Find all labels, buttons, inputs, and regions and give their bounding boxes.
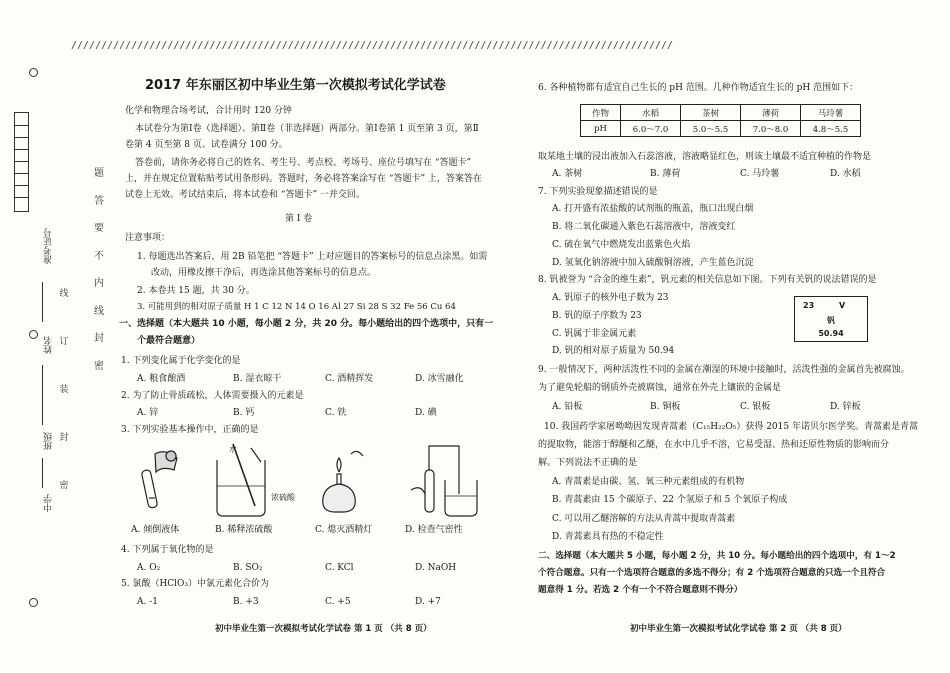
seal-char: 答 bbox=[94, 195, 104, 207]
question-6-option: A. 茶树 bbox=[552, 169, 583, 179]
question-1-option: D. 冰雪融化 bbox=[415, 374, 464, 384]
question-1-option: B. 湿衣晾干 bbox=[233, 374, 282, 384]
exam-title: 2017 年东丽区初中毕业生第一次模拟考试化学试卷 bbox=[145, 78, 446, 93]
exam-number-box bbox=[14, 112, 29, 212]
seal-char: 线 bbox=[94, 305, 104, 317]
seal-char: 装 bbox=[59, 385, 69, 395]
name-line bbox=[42, 365, 43, 425]
table-cell: 6.0～7.0 bbox=[621, 121, 681, 137]
part2-heading: 题意得 1 分。若选 2 个有一个不符合题意则不得分） bbox=[538, 585, 743, 595]
ph-range-table bbox=[580, 104, 861, 137]
part1-heading: 个最符合题意） bbox=[137, 336, 201, 346]
seal-warning-text bbox=[93, 160, 105, 380]
table-cell: 4.8～5.5 bbox=[801, 121, 861, 137]
binding-hole bbox=[29, 598, 38, 607]
question-9-text: 为了避免轮船的钢质外壳被腐蚀，通常在外壳上镶嵌的金属是 bbox=[538, 383, 782, 393]
question-9-option: C. 银板 bbox=[740, 402, 771, 412]
question-2-option: C. 铁 bbox=[325, 408, 347, 418]
question-10-text: 10. 我国药学家屠呦呦因发现青蒿素（C₁₅H₂₂O₅）获得 2015 年诺贝尔医学奖。青蒿素是青蒿 bbox=[544, 422, 918, 432]
seal-side-text bbox=[58, 270, 70, 510]
seal-char: 要 bbox=[94, 223, 104, 234]
seal-char: 封 bbox=[94, 333, 104, 344]
exam-number-line bbox=[42, 282, 43, 322]
part1-heading: 一、选择题（本大题共 10 小题，每小题 2 分，共 20 分。每小题给出的四个选项中，只有一 bbox=[119, 319, 494, 329]
table-cell: 7.0～8.0 bbox=[741, 121, 801, 137]
diluting-acid-figure bbox=[217, 444, 265, 516]
seal-char: 题 bbox=[94, 168, 104, 179]
question-5-stem: 5. 氯酸（HClO₃）中氯元素化合价为 bbox=[121, 579, 270, 589]
question-7-stem: 7. 下列实验现象描述错误的是 bbox=[538, 187, 658, 197]
intro-line: 化学和物理合场考试，合计用时 120 分钟 bbox=[125, 106, 292, 116]
part2-heading: 个符合题意。只有一个选项符合题意的多选不得分；有 2 个选项符合题意的只选一个且符合 bbox=[538, 568, 886, 578]
question-2-option: B. 钙 bbox=[233, 408, 255, 418]
table-row bbox=[581, 121, 861, 137]
table-header-cell: 马玲薯 bbox=[801, 105, 861, 121]
seal-char: 封 bbox=[59, 433, 69, 443]
question-9-option: D. 锌板 bbox=[830, 402, 861, 412]
question-8-option: B. 钒的原子序数为 23 bbox=[552, 311, 642, 321]
class-line bbox=[42, 458, 43, 488]
note-line: 1. 每题选出答案后，用 2B 铅笔把 “答题卡” 上对应题目的答案标号的信息点涂黑。如需 bbox=[137, 252, 488, 262]
note-line: 2. 本卷共 15 题，共 30 分。 bbox=[137, 286, 255, 296]
question-5-option: B. +3 bbox=[233, 597, 259, 607]
question-1-stem: 1. 下列变化属于化学变化的是 bbox=[121, 356, 241, 366]
question-7-option: C. 硫在氧气中燃烧发出蓝紫色火焰 bbox=[552, 240, 691, 250]
part2-heading: 二、选择题（本大题共 5 小题，每小题 2 分，共 10 分。每小题给出的四个选项中，有 1～2 bbox=[538, 551, 896, 561]
seal-char: 线 bbox=[59, 289, 69, 299]
table-cell: 5.0～5.5 bbox=[681, 121, 741, 137]
question-10-option: D. 青蒿素具有热的不稳定性 bbox=[552, 532, 664, 542]
table-header-cell: 作物 bbox=[581, 105, 621, 121]
intro-line: 卷第 4 页至第 8 页。试卷满分 100 分。 bbox=[125, 140, 288, 150]
vanadium-element-card bbox=[794, 296, 868, 342]
question-8-option: A. 钒原子的核外电子数为 23 bbox=[552, 293, 669, 303]
question-6-option: D. 水稻 bbox=[830, 169, 861, 179]
question-5-option: A. -1 bbox=[137, 597, 158, 607]
intro-line: 试卷上无效。考试结束后，将本试卷和 “答题卡” 一并交回。 bbox=[125, 190, 365, 200]
page-2-footer: 初中毕业生第一次模拟考试化学试卷 第 2 页 （共 8 页） bbox=[630, 624, 847, 634]
question-7-option: A. 打开盛有浓盐酸的试剂瓶的瓶盖，瓶口出现白烟 bbox=[552, 204, 754, 214]
question-4-stem: 4. 下列属于氧化物的是 bbox=[121, 545, 214, 555]
notes-title: 注意事项： bbox=[125, 233, 171, 243]
question-7-option: D. 氢氧化钠溶液中加入硫酸铜溶液，产生蓝色沉淀 bbox=[552, 258, 754, 268]
question-7-option: B. 将二氧化碳通入紫色石蕊溶液中，溶液变红 bbox=[552, 222, 736, 232]
question-6-stem: 6. 各种植物都有适宜自己生长的 pH 范围。几种作物适宜生长的 pH 范围如下： bbox=[538, 83, 859, 93]
table-cell: pH bbox=[581, 121, 621, 137]
question-1-option: A. 粮食酿酒 bbox=[137, 374, 186, 384]
table-header-row bbox=[581, 105, 861, 121]
question-5-option: C. +5 bbox=[325, 597, 351, 607]
question-10-option: A. 青蒿素是由碳、氢、氧三种元素组成的有机物 bbox=[552, 477, 745, 487]
table-header-cell: 水稻 bbox=[621, 105, 681, 121]
question-3-stem: 3. 下列实验基本操作中，正确的是 bbox=[121, 425, 259, 435]
page-1 bbox=[115, 0, 515, 673]
binding-hole bbox=[29, 330, 38, 339]
airtightness-figure bbox=[411, 446, 477, 516]
page-1-footer: 初中毕业生第一次模拟考试化学试卷 第 1 页 （共 8 页） bbox=[215, 624, 432, 634]
lab-operations-figure bbox=[125, 440, 505, 518]
question-4-option: C. KCl bbox=[325, 563, 354, 573]
question-2-option: A. 锌 bbox=[137, 408, 159, 418]
question-5-option: D. +7 bbox=[415, 597, 441, 607]
seal-char: 订 bbox=[59, 337, 69, 347]
intro-line: 本试卷分为第Ⅰ卷（选择题）、第Ⅱ卷（非选择题）两部分。第Ⅰ卷第 1 页至第 3 页，第Ⅱ bbox=[135, 124, 479, 134]
water-label: 水 bbox=[229, 445, 237, 454]
question-10-text: 的提取物，能溶于醇醚和乙醚，在水中几乎不溶，它易受湿、热和还原性物质的影响而分 bbox=[538, 440, 890, 450]
question-3-option: D. 检查气密性 bbox=[405, 525, 463, 535]
question-8-option: C. 钒属于非金属元素 bbox=[552, 329, 637, 339]
question-2-stem: 2. 为了防止骨质疏松，人体需要摄入的元素是 bbox=[121, 391, 304, 401]
name-label: 姓名 bbox=[44, 336, 54, 354]
tear-line: //////////////////////////////////////////////////////////////////////////////////////////////////// bbox=[71, 40, 674, 51]
atomic-number: 23 bbox=[803, 301, 815, 310]
intro-line: 上，并在规定位置粘贴考试用条形码。答题时，务必将答案涂写在 “答题卡” 上，答案答在 bbox=[125, 174, 482, 184]
acid-label: 浓硫酸 bbox=[271, 493, 295, 502]
question-4-option: B. SO₂ bbox=[233, 563, 263, 573]
element-symbol: V bbox=[839, 301, 846, 310]
table-header-cell: 茶树 bbox=[681, 105, 741, 121]
question-3-option: A. 倾倒液体 bbox=[131, 525, 180, 535]
seal-char: 不 bbox=[94, 250, 104, 262]
question-9-option: B. 铜板 bbox=[650, 402, 681, 412]
seal-char: 密 bbox=[94, 360, 104, 372]
exam-number-label: 准考证号 bbox=[44, 228, 54, 264]
question-3-option: B. 稀释浓硫酸 bbox=[215, 525, 273, 535]
question-6-option: C. 马玲薯 bbox=[740, 169, 780, 179]
seal-char: 内 bbox=[94, 278, 104, 289]
page-2 bbox=[530, 0, 945, 673]
section-title: 第 Ⅰ 卷 bbox=[285, 214, 313, 224]
alcohol-lamp-figure bbox=[323, 451, 363, 512]
binding-hole bbox=[29, 68, 38, 77]
pouring-liquid-figure bbox=[141, 451, 177, 508]
question-3-option: C. 熄灭酒精灯 bbox=[315, 525, 373, 535]
question-8-stem: 8. 钒被誉为 “合金的维生素”，钒元素的相关信息如下图。下列有关钒的说法错误的是 bbox=[538, 275, 877, 285]
school-label: 中学 bbox=[44, 494, 54, 512]
question-4-option: D. NaOH bbox=[415, 563, 457, 573]
note-line: 3. 可能用到的相对原子质量 H 1 C 12 N 14 O 16 Al 27 Si 28 S 32 Fe 56 Cu 64 bbox=[137, 302, 456, 312]
question-2-option: D. 碘 bbox=[415, 408, 437, 418]
question-10-option: C. 可以用乙醚溶解的方法从青蒿中提取青蒿素 bbox=[552, 514, 736, 524]
question-6-option: B. 薄荷 bbox=[650, 169, 681, 179]
question-10-text: 解。下列说法不正确的是 bbox=[538, 458, 638, 468]
seal-char: 密 bbox=[59, 481, 69, 491]
question-8-option: D. 钒的相对原子质量为 50.94 bbox=[552, 346, 675, 356]
question-9-option: A. 铅板 bbox=[552, 402, 583, 412]
question-10-option: B. 青蒿素由 15 个碳原子、22 个氢原子和 5 个氧原子构成 bbox=[552, 495, 788, 505]
atomic-mass: 50.94 bbox=[818, 329, 844, 338]
question-6-text: 取某地土壤的浸出液加入石蕊溶液，溶液略显红色，则该土壤最不适宜种植的作物是 bbox=[538, 152, 872, 162]
class-label: 班级 bbox=[44, 432, 54, 450]
table-header-cell: 薄荷 bbox=[741, 105, 801, 121]
question-1-option: C. 酒精挥发 bbox=[325, 374, 374, 384]
element-name: 钒 bbox=[827, 316, 835, 325]
question-9-text: 9. 一般情况下，两种活泼性不同的金属在潮湿的环境中接触时，活泼性强的金属首先被腐蚀。 bbox=[538, 365, 910, 375]
note-line: 改动，用橡皮擦干净后，再选涂其他答案标号的信息点。 bbox=[151, 268, 377, 278]
question-4-option: A. O₂ bbox=[137, 563, 161, 573]
intro-line: 答卷前，请你务必将自己的姓名、考生号、考点校、考场号、座位号填写在 “答题卡” bbox=[135, 158, 472, 168]
